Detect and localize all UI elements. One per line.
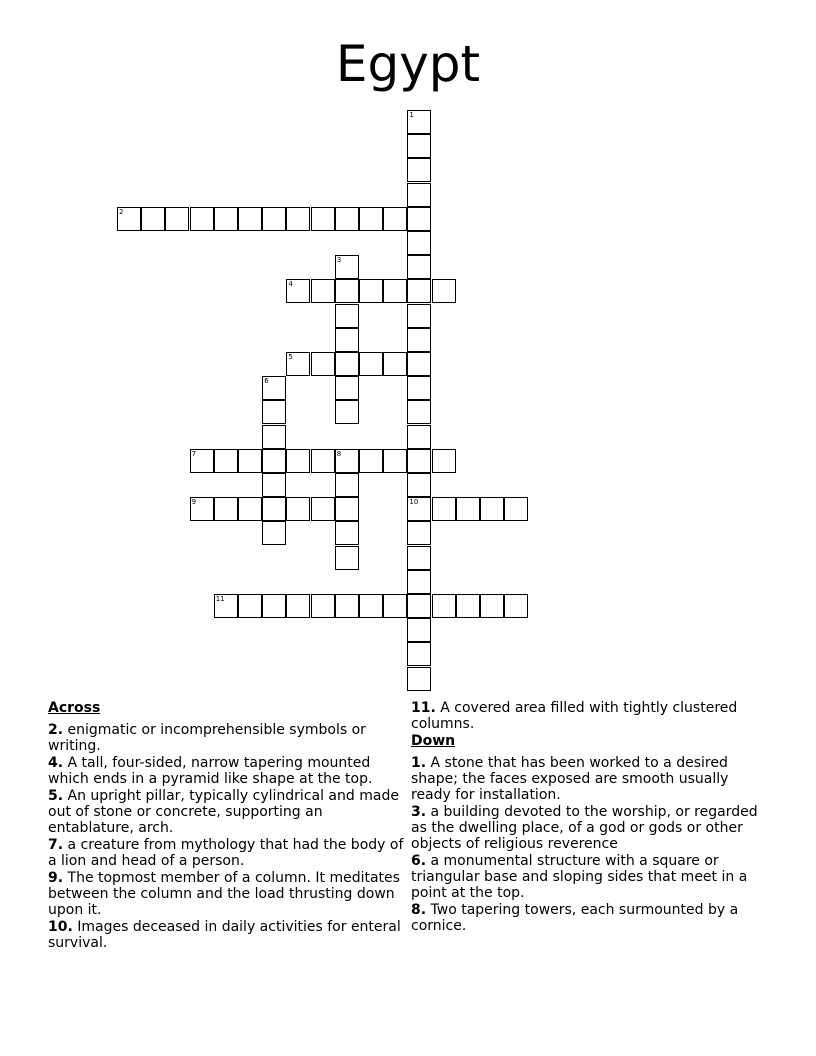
grid-cell[interactable] — [407, 521, 431, 545]
grid-cell[interactable] — [407, 546, 431, 570]
across-heading: Across — [48, 700, 101, 716]
grid-cell[interactable] — [286, 594, 310, 618]
grid-cell[interactable] — [407, 425, 431, 449]
grid-cell[interactable] — [383, 207, 407, 231]
grid-cell[interactable] — [407, 134, 431, 158]
grid-cell[interactable] — [311, 207, 335, 231]
grid-cell[interactable] — [359, 352, 383, 376]
grid-cell[interactable] — [262, 425, 286, 449]
grid-cell[interactable] — [480, 594, 504, 618]
grid-cell[interactable] — [311, 594, 335, 618]
grid-cell[interactable] — [335, 352, 359, 376]
down-clue — [411, 755, 771, 803]
grid-cell[interactable] — [262, 497, 286, 521]
grid-cell[interactable] — [262, 594, 286, 618]
grid-cell[interactable] — [311, 497, 335, 521]
grid-cell[interactable] — [407, 255, 431, 279]
grid-cell[interactable] — [214, 497, 238, 521]
grid-cell[interactable] — [432, 279, 456, 303]
clue-number-label: 1. — [411, 755, 427, 771]
grid-cell[interactable] — [407, 231, 431, 255]
grid-cell[interactable] — [286, 352, 310, 376]
grid-cell[interactable] — [335, 449, 359, 473]
grid-cell[interactable] — [335, 473, 359, 497]
puzzle-title: Egypt — [335, 35, 481, 93]
grid-cell[interactable] — [359, 449, 383, 473]
clue-text: a monumental structure with a square or triangular base and sloping sides that meet in a point at the top. — [411, 853, 748, 901]
grid-cell[interactable] — [335, 594, 359, 618]
grid-cell[interactable] — [262, 473, 286, 497]
grid-cell[interactable] — [214, 594, 238, 618]
grid-cell[interactable] — [407, 376, 431, 400]
grid-cell[interactable] — [407, 279, 431, 303]
grid-cell[interactable] — [190, 497, 214, 521]
clue-number: 5 — [288, 353, 293, 361]
grid-cell[interactable] — [504, 497, 528, 521]
clue-number: 11 — [215, 595, 225, 603]
grid-cell[interactable] — [432, 497, 456, 521]
clue-text: An upright pillar, typically cylindrical and made out of stone or concrete, supporting an entablature, arch. — [48, 788, 399, 836]
grid-cell[interactable] — [335, 304, 359, 328]
grid-cell[interactable] — [407, 183, 431, 207]
clue-number: 3 — [336, 256, 342, 265]
clues-column-right — [411, 700, 771, 935]
grid-cell[interactable] — [407, 352, 431, 376]
grid-cell[interactable] — [311, 279, 335, 303]
grid-cell[interactable] — [190, 207, 214, 231]
grid-cell[interactable] — [407, 594, 431, 618]
grid-cell[interactable] — [165, 207, 189, 231]
across-clue-list-continued — [411, 700, 771, 732]
clue-number-label: 3. — [411, 804, 427, 820]
grid-cell[interactable] — [407, 110, 431, 134]
grid-cell[interactable] — [407, 400, 431, 424]
grid-cell[interactable] — [238, 594, 262, 618]
grid-cell[interactable] — [407, 449, 431, 473]
grid-cell[interactable] — [335, 255, 359, 279]
clue-text: The topmost member of a column. It meditates between the column and the load thrusting down upon it. — [48, 870, 400, 918]
grid-cell[interactable] — [383, 279, 407, 303]
clue-number: 10 — [409, 498, 419, 507]
clue-text: A tall, four-sided, narrow tapering mounted which ends in a pyramid like shape at the top. — [48, 755, 373, 787]
grid-cell[interactable] — [456, 594, 480, 618]
across-clue — [48, 755, 408, 787]
across-clue-list — [48, 722, 408, 951]
clue-text: enigmatic or incomprehensible symbols or writing. — [48, 722, 366, 754]
across-clue — [48, 919, 408, 951]
clue-number-label: 8. — [411, 902, 427, 918]
clue-text: a building devoted to the worship, or regarded as the dwelling place, of a god or gods or other objects of religious reverence — [411, 804, 758, 852]
clue-number-label: 7. — [48, 837, 64, 853]
clue-number: 7 — [191, 449, 197, 458]
across-clue — [48, 722, 408, 754]
clue-number-label: 10. — [48, 919, 73, 935]
grid-cell[interactable] — [311, 352, 335, 376]
grid-cell[interactable] — [432, 449, 456, 473]
grid-cell[interactable] — [335, 546, 359, 570]
across-clue — [48, 837, 408, 869]
clue-number: 6 — [264, 377, 269, 386]
across-clue — [48, 788, 408, 836]
grid-cell[interactable] — [432, 594, 456, 618]
grid-cell[interactable] — [286, 279, 310, 303]
grid-cell[interactable] — [238, 449, 262, 473]
clue-number-label: 9. — [48, 870, 64, 886]
down-heading: Down — [411, 733, 456, 749]
across-clue — [411, 700, 771, 732]
clue-number: 4 — [288, 280, 293, 289]
grid-cell[interactable] — [262, 521, 286, 545]
grid-cell[interactable] — [456, 497, 480, 521]
grid-cell[interactable] — [335, 376, 359, 400]
grid-cell[interactable] — [335, 497, 359, 521]
grid-cell[interactable] — [407, 328, 431, 352]
grid-cell[interactable] — [407, 570, 431, 594]
grid-cell[interactable] — [214, 449, 238, 473]
clue-number: 1 — [409, 111, 414, 119]
clue-number-label: 5. — [48, 788, 64, 804]
grid-cell[interactable] — [359, 279, 383, 303]
grid-cell[interactable] — [238, 497, 262, 521]
grid-cell[interactable] — [286, 449, 310, 473]
grid-cell[interactable] — [141, 207, 165, 231]
grid-cell[interactable] — [407, 158, 431, 182]
grid-cell[interactable] — [359, 207, 383, 231]
clue-number-label: 11. — [411, 700, 436, 716]
grid-cell[interactable] — [238, 207, 262, 231]
clue-number-label: 6. — [411, 853, 427, 869]
clue-number-label: 2. — [48, 722, 64, 738]
down-clue — [411, 804, 771, 852]
grid-cell[interactable] — [335, 400, 359, 424]
grid-cell[interactable] — [383, 449, 407, 473]
grid-cell[interactable] — [335, 521, 359, 545]
across-clue — [48, 870, 408, 918]
grid-cell[interactable] — [407, 618, 431, 642]
grid-cell[interactable] — [262, 376, 286, 400]
grid-cell[interactable] — [383, 594, 407, 618]
clue-number: 8 — [336, 449, 342, 458]
clue-text: Two tapering towers, each surmounted by a cornice. — [411, 902, 739, 934]
grid-cell[interactable] — [311, 449, 335, 473]
grid-cell[interactable] — [407, 304, 431, 328]
grid-cell[interactable] — [407, 667, 431, 691]
grid-cell[interactable] — [335, 328, 359, 352]
grid-cell[interactable] — [407, 207, 431, 231]
grid-cell[interactable] — [383, 352, 407, 376]
clue-text: Images deceased in daily activities for enteral survival. — [48, 919, 401, 951]
clue-text: A covered area filled with tightly clustered columns. — [411, 700, 738, 732]
grid-cell[interactable] — [504, 594, 528, 618]
clue-text: A stone that has been worked to a desired shape; the faces exposed are smooth usually ready for installation. — [411, 755, 729, 803]
grid-cell[interactable] — [407, 497, 431, 521]
grid-cell[interactable] — [480, 497, 504, 521]
grid-cell[interactable] — [335, 207, 359, 231]
grid-cell[interactable] — [407, 642, 431, 666]
clue-number: 9 — [191, 498, 197, 507]
grid-cell[interactable] — [359, 594, 383, 618]
grid-cell[interactable] — [262, 400, 286, 424]
grid-cell[interactable] — [335, 279, 359, 303]
grid-cell[interactable] — [214, 207, 238, 231]
grid-cell[interactable] — [117, 207, 141, 231]
grid-cell[interactable] — [286, 207, 310, 231]
down-clue — [411, 853, 771, 901]
clue-number-label: 4. — [48, 755, 64, 771]
grid-cell[interactable] — [286, 497, 310, 521]
clue-number: 2 — [119, 207, 124, 216]
down-clue — [411, 902, 771, 934]
down-clue-list — [411, 755, 771, 934]
grid-cell[interactable] — [407, 473, 431, 497]
grid-cell[interactable] — [190, 449, 214, 473]
clue-text: a creature from mythology that had the body of a lion and head of a person. — [48, 837, 404, 869]
clues-column-left — [48, 700, 408, 952]
grid-cell[interactable] — [262, 207, 286, 231]
grid-cell[interactable] — [262, 449, 286, 473]
